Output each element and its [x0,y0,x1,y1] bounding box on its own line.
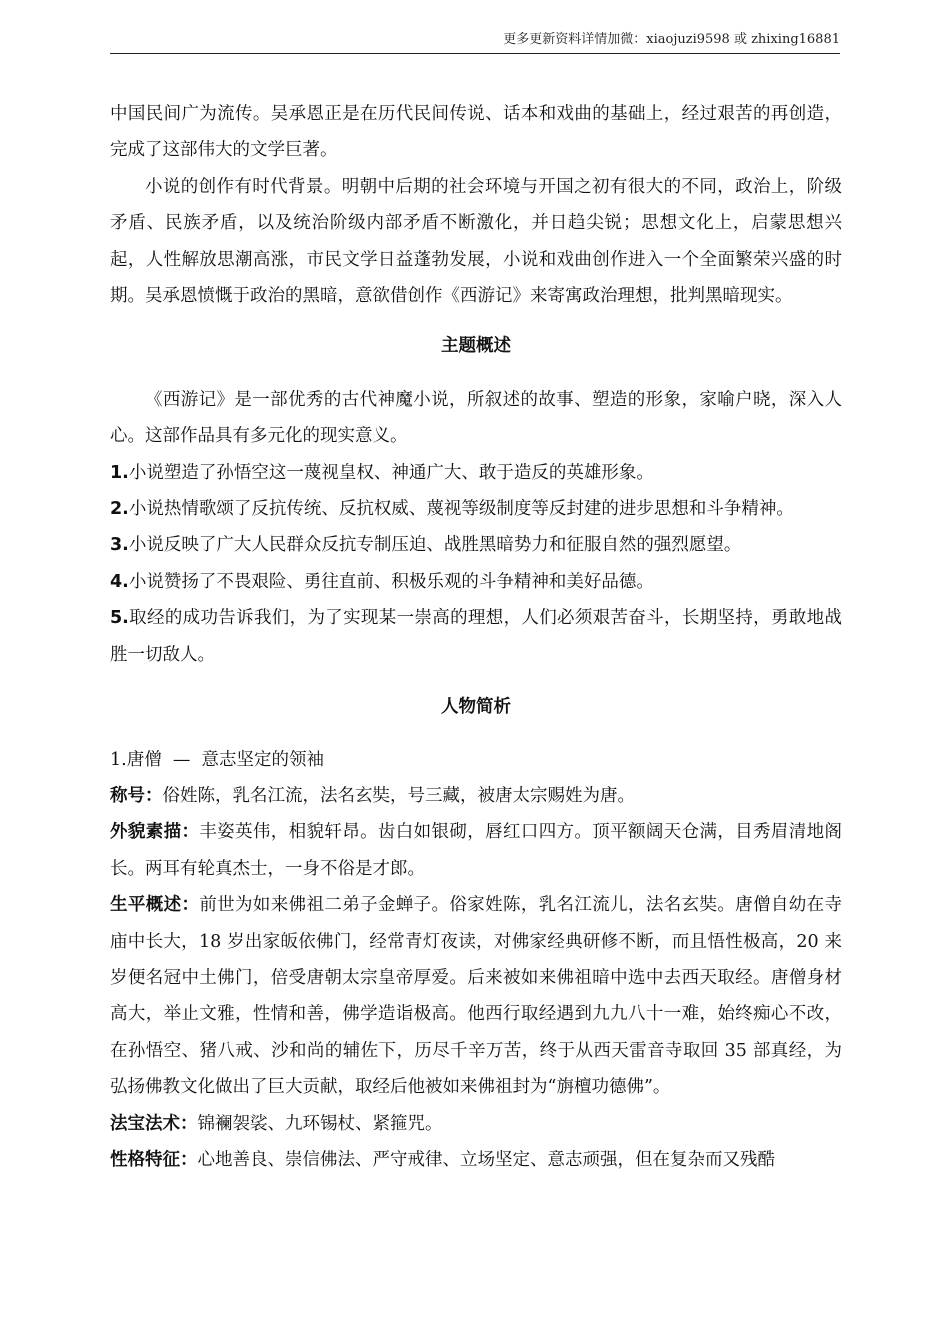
field-text: 前世为如来佛祖二弟子金蝉子。俗家姓陈，乳名江流儿，法名玄奘。唐僧自幼在寺庙中长大，18 岁出家皈依佛门，经常青灯夜读，对佛家经典研修不断，而且悟性极高，20 来岁便名冠中土佛门，倍受唐朝太宗皇帝厚爱。后来被如来佛祖暗中选中去西天取经。唐僧身材高大，举止文雅，性情和善，佛学造诣极高。他西行取经遇到九九八十一难，始终痴心不改，在孙悟空、猪八戒、沙和尚的辅佐下，历尽千辛万苦，终于从西天雷音寺取回 35 部真经，为弘扬佛教文化做出了巨大贡献，取经后他被如来佛祖封为“旃檀功德佛”。 [110,895,842,1098]
theme-item-number: 1. [110,462,129,483]
theme-item-5 [110,600,842,673]
theme-item-text: 小说塑造了孙悟空这一蔑视皇权、神通广大、敢于造反的英雄形象。 [128,462,654,483]
character-heading: 1.唐僧 — 意志坚定的领袖 [110,749,324,770]
theme-item-3 [110,527,842,563]
theme-item-2 [110,491,842,527]
field-biography [110,887,842,1105]
theme-item-text: 小说反映了广大人民群众反抗专制压迫、战胜黑暗势力和征服自然的强烈愿望。 [128,535,742,556]
field-personality [110,1142,842,1178]
theme-item-number: 5. [110,608,129,629]
theme-item-number: 2. [110,499,129,520]
theme-section-title: 主题概述 [441,336,511,357]
theme-item-number: 3. [110,535,129,556]
theme-item-text: 取经的成功告诉我们，为了实现某一崇高的理想，人们必须艰苦奋斗，长期坚持，勇敢地战胜一切敌人。 [110,608,842,665]
field-text: 锦襕袈裟、九环锡杖、紧箍咒。 [197,1113,443,1134]
theme-item-1 [110,455,842,491]
field-label: 性格特征： [110,1149,198,1170]
theme-item-number: 4. [110,571,129,592]
field-text: 心地善良、崇信佛法、严守戒律、立场坚定、意志顽强，但在复杂而又残酷 [197,1149,775,1170]
theme-item-text: 小说热情歌颂了反抗传统、反抗权威、蔑视等级制度等反封建的进步思想和斗争精神。 [128,499,794,520]
characters-section-title: 人物简析 [441,697,511,718]
field-appearance [110,814,842,887]
field-label: 生平概述： [110,895,200,916]
field-text: 丰姿英伟，相貌轩昂。齿白如银砌，唇红口四方。顶平额阔天仓满，目秀眉清地阁长。两耳有轮真杰士，一身不俗是才郎。 [110,822,842,879]
field-treasures [110,1106,842,1142]
theme-intro: 《西游记》是一部优秀的古代神魔小说，所叙述的故事、塑造的形象，家喻户晓，深入人心。这部作品具有多元化的现实意义。 [110,389,842,447]
intro-paragraph-1: 中国民间广为流传。吴承恩正是在历代民间传说、话本和戏曲的基础上，经过艰苦的再创造，完成了这部伟大的文学巨著。 [110,104,842,161]
theme-item-4 [110,564,842,600]
page-header: 更多更新资料详情加微：xiaojuzi9598 或 zhixing16881 [110,28,840,54]
field-label: 法宝法术： [110,1113,198,1134]
field-title [110,778,842,814]
field-text: 俗姓陈，乳名江流，法名玄奘，号三藏，被唐太宗赐姓为唐。 [162,785,635,806]
field-label: 称号： [110,785,163,806]
field-label: 外貌素描： [110,822,200,843]
intro-paragraph-2: 小说的创作有时代背景。明朝中后期的社会环境与开国之初有很大的不同，政治上，阶级矛盾、民族矛盾，以及统治阶级内部矛盾不断激化，并日趋尖锐；思想文化上，启蒙思想兴起，人性解放思潮高涨，市民文学日益蓬勃发展，小说和戏曲创作进入一个全面繁荣兴盛的时期。吴承恩愤慨于政治的黑暗，意欲借创作《西游记》来寄寓政治理想，批判黑暗现实。 [110,176,842,307]
theme-item-text: 小说赞扬了不畏艰险、勇往直前、积极乐观的斗争精神和美好品德。 [128,571,654,592]
document-body [110,96,842,1178]
